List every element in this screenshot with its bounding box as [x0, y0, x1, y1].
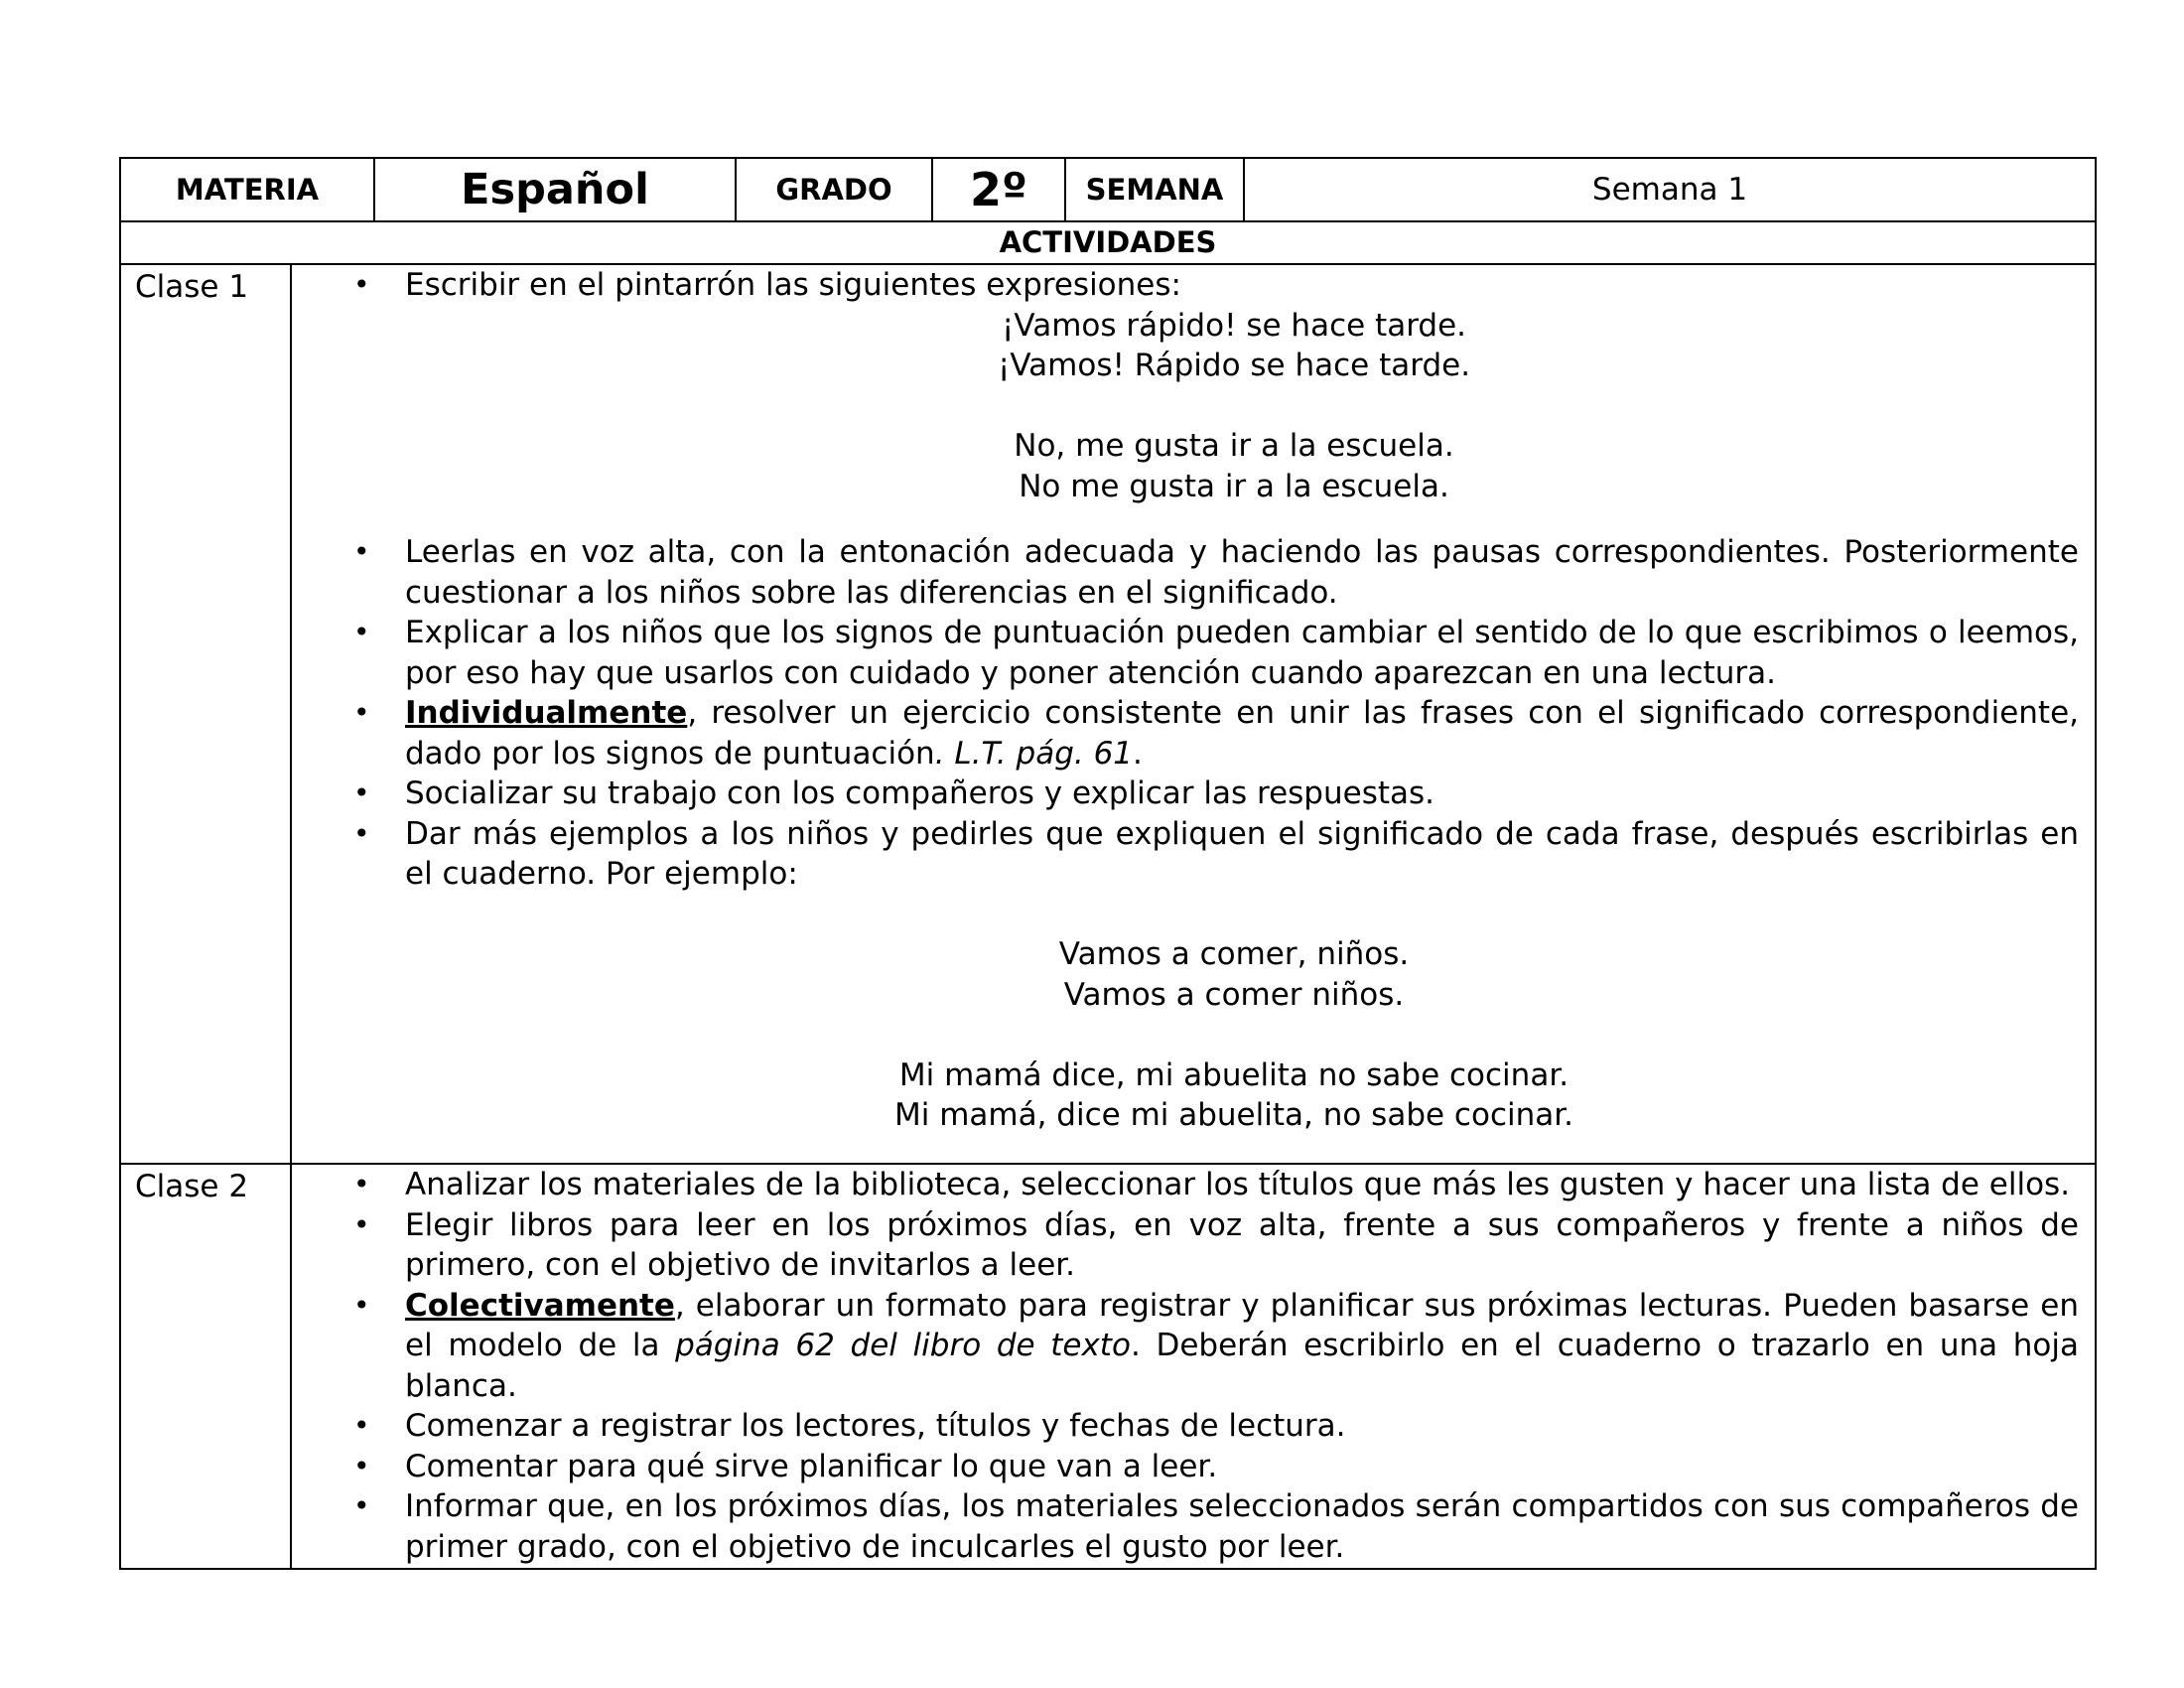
grade-value: 2º — [933, 159, 1066, 220]
list-item: • Dar más ejemplos a los niños y pedirles que expliquen el significado de cada frase, después escribirlas en el cuaderno. Por ejemplo: — [292, 814, 2079, 895]
list-item: • Escribir en el pintarrón las siguientes expresiones: — [292, 265, 2079, 306]
lesson-plan-table — [119, 157, 2097, 1570]
example-line: Vamos a comer, niños. — [1058, 936, 1410, 972]
list-item-text: , elaborar un formato para registrar y planificar sus próximas lecturas. Pueden basarse en el modelo de la — [405, 1287, 2079, 1363]
example-block — [292, 934, 2079, 1136]
list-item — [292, 693, 2079, 774]
subject-value: Español — [375, 159, 737, 220]
list-item — [292, 1286, 2079, 1407]
example-line: Vamos a comer niños. — [1063, 976, 1405, 1013]
list-item: • Explicar a los niños que los signos de puntuación pueden cambiar el sentido de lo que escribimos o leemos, por eso hay que usarlos con cuidado y poner atención cuando aparezcan en una lectura. — [292, 613, 2079, 693]
list-item: • Analizar los materiales de la biblioteca, seleccionar los títulos que más les gusten y hacer una lista de ellos. — [292, 1165, 2079, 1205]
list-item: • Comentar para qué sirve planificar lo que van a leer. — [292, 1447, 2079, 1487]
list-item: • Socializar su trabajo con los compañeros y explicar las respuestas. — [292, 774, 2079, 814]
textbook-reference: página 62 del libro de texto — [675, 1328, 1131, 1363]
clase-2-label: Clase 2 — [121, 1165, 292, 1568]
list-item-end: . Deberán escribirlo en el cuaderno o trazarlo en una hoja blanca. — [405, 1328, 2080, 1404]
example-line: ¡Vamos! Rápido se hace tarde. — [997, 348, 1471, 383]
example-line: ¡Vamos rápido! se hace tarde. — [1002, 307, 1466, 344]
clase-1-activities — [292, 265, 2095, 1163]
clase-2-activities — [292, 1165, 2095, 1568]
example-line: No, me gusta ir a la escuela. — [1014, 428, 1454, 464]
clase-1-label: Clase 1 — [121, 265, 292, 1163]
week-value: Semana 1 — [1591, 172, 1748, 208]
activities-title: ACTIVIDADES — [121, 222, 2095, 265]
example-block — [292, 306, 2079, 507]
clase-1-row — [121, 265, 2095, 1165]
emphasis-colectivamente: Colectivamente — [405, 1287, 675, 1324]
example-line: Mi mamá, dice mi abuelita, no sabe cocinar. — [894, 1097, 1573, 1133]
list-item-text: , resolver un ejercicio consistente en unir las frases con el significado correspondiente, dado por los signos de puntuación — [405, 695, 2079, 772]
list-item: • Elegir libros para leer en los próximos días, en voz alta, frente a sus compañeros y frente a niños de primero, con el objetivo de invitarlos a leer. — [292, 1205, 2079, 1286]
list-item: • Leerlas en voz alta, con la entonación adecuada y haciendo las pausas correspondientes. Posteriormente cuestionar a los niños sobre las diferencias en el significado. — [292, 532, 2079, 613]
list-item-end: . — [1133, 735, 1143, 772]
clase-2-row — [121, 1165, 2095, 1568]
example-line: Mi mamá dice, mi abuelita no sabe cocinar. — [898, 1056, 1570, 1093]
list-item: • Comenzar a registrar los lectores, títulos y fechas de lectura. — [292, 1406, 2079, 1447]
semana-label: SEMANA — [1066, 159, 1245, 220]
header-row — [121, 159, 2095, 222]
emphasis-individualmente: Individualmente — [405, 695, 688, 731]
list-item: • Informar que, en los próximos días, los materiales seleccionados serán compartidos con sus compañeros de primer grado, con el objetivo de inculcarles el gusto por leer. — [292, 1486, 2079, 1567]
textbook-reference: . L.T. pág. 61 — [934, 735, 1134, 772]
grado-label: GRADO — [737, 159, 933, 220]
example-line: No me gusta ir a la escuela. — [1019, 468, 1449, 504]
materia-label: MATERIA — [121, 159, 375, 220]
